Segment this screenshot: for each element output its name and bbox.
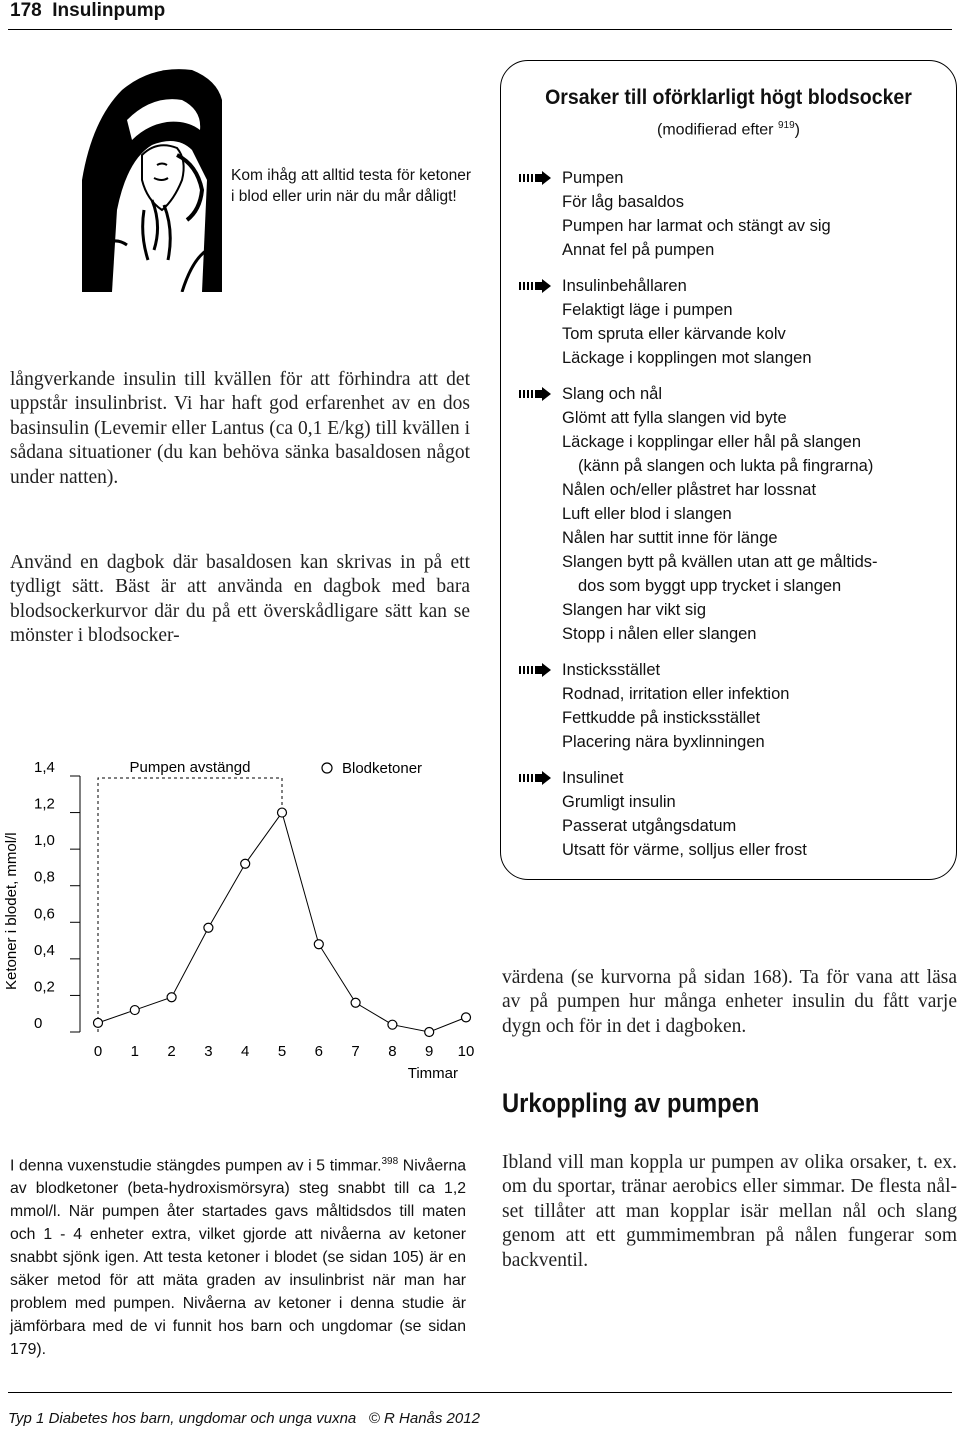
body-paragraph: Använd en dagbok där basaldosen kan skrivas in på ett tydligt sätt. Bäst är att använda en dagbok med bara blodsockerkurvor där du på ett överskådligare sätt kan se mönster i blodsocker- — [10, 552, 470, 647]
box-section-item: Rodnad, irritation eller infektion — [562, 685, 790, 703]
x-tick-label: 9 — [425, 1043, 434, 1060]
x-tick-label: 3 — [204, 1043, 213, 1060]
box-section-item: Läckage i kopplingar eller hål på slangen — [562, 433, 862, 451]
illustration-person-holding-head — [82, 60, 222, 292]
x-tick-label: 5 — [277, 1043, 287, 1060]
x-axis-label: Timmar — [407, 1065, 458, 1082]
legend-marker — [322, 763, 332, 773]
body-paragraph: värdena (se kurvorna på sidan 168). Ta för vana att läsa av på pumpen hur många enheter insulin du fått varje dygn och för in det i dagboken. — [502, 967, 957, 1037]
data-point — [425, 1028, 434, 1037]
y-tick-label: 0,4 — [34, 941, 55, 959]
x-tick-label: 7 — [351, 1043, 360, 1060]
box-section-item: Slangen har vikt sig — [562, 601, 706, 619]
footer-rule — [8, 1392, 952, 1393]
box-section-item: Pumpen har larmat och stängt av sig — [562, 217, 831, 235]
data-point — [388, 1020, 397, 1029]
box-section-item: (känn på slangen och lukta på fingrarna) — [578, 457, 874, 475]
data-point — [351, 998, 360, 1007]
header-rule — [8, 29, 952, 30]
box-section-item: Nålen och/eller plåstret har lossnat — [562, 481, 817, 499]
box-section-item: Läckage i kopplingen mot slangen — [562, 349, 812, 367]
box-section-item: Grumligt insulin — [562, 793, 676, 811]
box-section — [562, 658, 789, 754]
data-point — [94, 1018, 103, 1027]
y-tick-label: 0,2 — [34, 978, 55, 996]
ketone-chart — [0, 750, 490, 1085]
legend-label: Blodketoner — [342, 760, 423, 777]
box-section-item: Felaktigt läge i pumpen — [562, 301, 733, 319]
box-section-item: För låg basaldos — [562, 193, 684, 211]
box-section-item: dos som byggt upp trycket i slangen — [578, 577, 842, 595]
box-section-item: Placering nära byxlinningen — [562, 733, 765, 751]
box-title: Orsaker till oförklarligt högt blodsocker — [545, 86, 912, 109]
box-section-item: Luft eller blod i slangen — [562, 505, 732, 523]
x-tick-label: 8 — [388, 1043, 397, 1060]
series-line — [98, 813, 466, 1032]
box-section-item: Tom spruta eller kärvande kolv — [562, 325, 786, 343]
box-section-heading: Insticksstället — [562, 661, 661, 679]
box-section-heading: Insulinet — [562, 769, 624, 787]
box-section — [562, 274, 812, 370]
box-section-item: Utsatt för värme, solljus eller frost — [562, 841, 807, 859]
y-axis-label: Ketoner i blodet, mmol/l — [3, 832, 20, 990]
bullet-arrow-icon — [519, 279, 553, 293]
y-tick-label: 0,8 — [34, 868, 55, 886]
data-point — [314, 940, 323, 949]
box-section — [562, 766, 807, 862]
box-section-heading: Insulinbehållaren — [562, 277, 687, 295]
y-tick-label: 1,4 — [34, 759, 55, 776]
body-paragraph: långverkande insulin till kvällen för att förhindra att det uppstår insulinbrist. Vi har haft god erfarenhet av en dos basinsulin (Levemir eller Lantus (ca 0,1 E/kg) till kvällen i sådana situationer (du kan behöva sänka basaldosen något under natten). — [10, 369, 470, 488]
bullet-arrow-icon — [519, 663, 553, 677]
chapter-title: Insulinpump — [52, 0, 166, 21]
box-section-item: Glömt att fylla slangen vid byte — [562, 409, 787, 427]
box-section-item: Nålen har suttit inne för länge — [562, 529, 778, 547]
page-footer — [8, 1410, 480, 1427]
box-section — [562, 382, 878, 646]
box-section-heading: Pumpen — [562, 169, 624, 187]
bullet-arrow-icon — [519, 387, 553, 401]
book-title: Typ 1 Diabetes hos barn, ungdomar och unga vuxna — [8, 1410, 357, 1427]
bullet-arrow-icon — [519, 771, 553, 785]
data-point — [278, 808, 287, 817]
caption-rest: Nivåerna av blodketoner (beta-hydroxismörsyra) steg snabbt till ca 1,2 mmol/l. När pumpen åter startades gavs måltidsdos till maten och 1 - 4 enheter extra, vilket gjorde att nivåerna av ketoner snabbt sjönk igen. Att testa ketoner i blodet (se sidan 105) är en säker metod för att mäta graden av insulinbrist när man har problem med pumpen. Nivåerna av ketoner i denna studie är jämförbara med de vi funnit hos barn och ungdomar (se sidan 179). — [10, 1157, 467, 1359]
page-header — [10, 0, 165, 22]
data-point — [462, 1013, 471, 1022]
section-heading: Urkoppling av pumpen — [502, 1088, 760, 1118]
caption-text: I denna vuxenstudie stängdes pumpen av i 5 timmar. — [10, 1157, 382, 1175]
box-section-heading: Slang och nål — [562, 385, 662, 403]
pump-off-bracket — [98, 778, 282, 1032]
x-tick-label: 10 — [457, 1043, 475, 1060]
box-section-item: Stopp i nålen eller slangen — [562, 625, 757, 643]
caption-reference: 398 — [381, 1156, 399, 1167]
page-number: 178 — [10, 0, 42, 21]
y-tick-label: 1,2 — [34, 795, 55, 813]
chart-caption — [10, 1150, 466, 1361]
data-point — [130, 1006, 139, 1015]
y-tick-label: 0 — [34, 1015, 43, 1032]
data-point — [241, 859, 250, 868]
box-section — [562, 166, 831, 262]
x-tick-label: 0 — [93, 1043, 103, 1060]
copyright: © R Hanås 2012 — [368, 1410, 480, 1427]
box-subtitle-reference: 919 — [777, 120, 795, 131]
x-tick-label: 6 — [314, 1043, 323, 1060]
x-tick-label: 1 — [130, 1043, 139, 1060]
box-section-item: Fettkudde på insticksstället — [562, 709, 761, 727]
annotation-label: Pumpen avstängd — [129, 759, 251, 776]
x-tick-label: 4 — [241, 1043, 250, 1060]
box-section-item: Slangen bytt på kvällen utan att ge måltids- — [562, 553, 878, 571]
y-tick-label: 1,0 — [34, 832, 55, 850]
body-paragraph: Ibland vill man koppla ur pumpen av olika orsaker, t. ex. om du sportar, tränar aerobics eller simmar. De flesta nål-set tillåter att man kopplar isär mellan nål och slang genom att ett gummimembran på nålen fungerar som backventil. — [502, 1152, 957, 1271]
box-section-item: Annat fel på pumpen — [562, 241, 715, 259]
data-point — [204, 923, 213, 932]
bullet-arrow-icon — [519, 171, 553, 185]
tip-text: Kom ihåg att alltid testa för ketoner i blod eller urin när du mår dåligt! — [231, 167, 471, 205]
box-subtitle — [500, 120, 957, 139]
box-subtitle-close: ) — [794, 121, 800, 139]
x-tick-label: 2 — [167, 1043, 176, 1060]
y-tick-label: 0,6 — [34, 905, 55, 923]
data-point — [167, 993, 176, 1002]
box-subtitle-text: (modifierad efter — [657, 121, 778, 139]
box-section-item: Passerat utgångsdatum — [562, 817, 737, 835]
